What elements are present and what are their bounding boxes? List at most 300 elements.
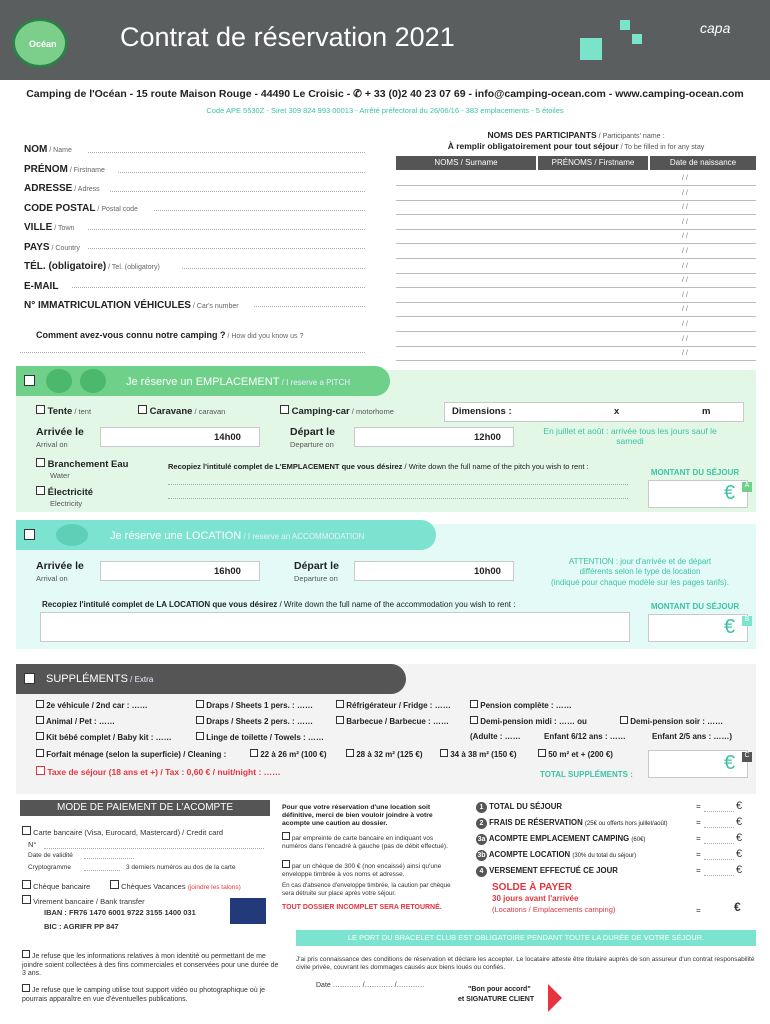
supplement-label: 2e véhicule / 2nd car : …… — [46, 701, 148, 710]
refuse-media — [22, 984, 280, 1004]
campingcar-checkbox[interactable] — [280, 405, 289, 414]
field-input-line[interactable] — [72, 287, 365, 288]
col2-sub: / Firstname — [592, 158, 635, 167]
acc-arrival-label: Arrivée le — [36, 560, 84, 572]
acc-arrival-sub: Arrival on — [36, 574, 68, 583]
total-equals: = — [696, 866, 701, 875]
total-label: FRAIS DE RÉSERVATION — [489, 818, 583, 827]
field-label-text: VILLE — [24, 222, 53, 233]
pitch-note: En juillet et août : arrivée tous les jours sauf le samedi — [543, 426, 717, 446]
how-known-line[interactable] — [20, 352, 365, 353]
supplement-item[interactable] — [620, 716, 723, 726]
pitch-title-text: Je réserve un EMPLACEMENT — [126, 376, 280, 388]
deco-square — [632, 34, 642, 44]
forfait-option[interactable] — [250, 749, 327, 759]
supplement-checkbox[interactable] — [36, 700, 44, 708]
acc-departure — [294, 560, 339, 584]
forfait-label: Forfait ménage (selon la superficie) / Cleaning : — [46, 750, 227, 759]
field-label-text: PRÉNOM — [24, 163, 68, 175]
how-sub: / How did you know us ? — [225, 333, 304, 340]
total-input[interactable] — [704, 843, 734, 844]
taxe-checkbox[interactable] — [36, 766, 45, 775]
total-euro: € — [736, 864, 743, 876]
participant-row[interactable] — [396, 274, 756, 288]
supplement-checkbox[interactable] — [36, 732, 44, 740]
supplement-label: Draps / Sheets 2 pers. : …… — [206, 717, 313, 726]
vacances-label: Chèques Vacances — [121, 882, 186, 891]
pitch-arrival — [36, 426, 84, 450]
step-number-icon: 2 — [476, 818, 487, 829]
pitch-recopiez-sub: / Write down the full name of the pitch you wish to rent : — [402, 462, 589, 471]
participants-title-text: NOMS DES PARTICIPANTS — [487, 130, 597, 140]
field-label-text: ADRESSE — [24, 183, 73, 194]
caravane-option[interactable] — [138, 405, 225, 417]
participant-row[interactable] — [396, 260, 756, 274]
supplement-label: (Adulte : …… — [470, 732, 521, 741]
participants-title-sub: / Participants' name : — [596, 132, 665, 140]
mobile-home-icon — [56, 524, 88, 546]
total-input[interactable] — [704, 811, 734, 812]
accommodation-checkbox[interactable] — [24, 529, 35, 540]
field-input-line[interactable] — [110, 191, 365, 192]
field-label-text: TÉL. (obligatoire) — [24, 261, 107, 272]
supplement-label: Demi-pension soir : …… — [630, 717, 724, 726]
signature-label: et SIGNATURE CLIENT — [458, 996, 535, 1003]
field-label — [24, 242, 80, 253]
field-input-line[interactable] — [254, 306, 365, 307]
total-euro: € — [736, 800, 743, 812]
pitch-recopiez — [168, 462, 589, 471]
page-title: Contrat de réservation 2021 — [120, 22, 455, 52]
total-sub: (60€) — [631, 837, 646, 843]
taxe-text: Taxe de séjour (18 ans et +) / Tax : 0,60 € / nuit/night : …… — [47, 767, 281, 777]
supplement-label: Kit bébé complet / Baby kit : …… — [46, 733, 172, 742]
taxe-sejour[interactable] — [36, 766, 281, 777]
total-label: VERSEMENT EFFECTUÉ CE JOUR — [489, 866, 618, 875]
total-input[interactable] — [704, 875, 734, 876]
total-label: ACOMPTE LOCATION — [488, 850, 571, 859]
branchement-sub: Water — [50, 471, 70, 480]
col-surname — [396, 156, 536, 170]
caution-card-text: par empreinte de carte bancaire en indiquant vos numéros dans l'encadré à gauche (pas de débit effectué). — [282, 835, 448, 850]
forfait-option-checkbox[interactable] — [440, 749, 448, 757]
field-input-line[interactable] — [88, 152, 365, 153]
pitch-arrival-sub: Arrival on — [36, 440, 68, 449]
card-crypto-input[interactable] — [84, 870, 120, 871]
card-validity: Date de validité — [28, 852, 73, 859]
total-label: ACOMPTE EMPLACEMENT CAMPING — [488, 834, 630, 843]
branchement-option[interactable] — [36, 458, 128, 481]
refuse-data — [22, 950, 280, 979]
refuse-media-text: Je refuse que le camping utilise tout support vidéo ou photographique où je pourrais apparaître en vue d'éventuelles publications. — [22, 987, 266, 1003]
field-label-sub: / Firstname — [67, 166, 105, 174]
pitch-title — [126, 376, 350, 388]
card-crypto: Cryptogramme — [28, 864, 71, 871]
field-label — [24, 183, 100, 194]
acc-departure-sub: Departure on — [294, 574, 338, 583]
acc-note2: différents selon le type de location — [579, 567, 701, 576]
dim-x: x — [614, 406, 620, 417]
acc-note3: (indiqué pour chaque modèle sur les pages tarifs). — [551, 578, 729, 587]
payment-title: MODE DE PAIEMENT DE L'ACOMPTE — [20, 800, 270, 816]
tente-label: Tente — [47, 406, 73, 417]
supplement-label: Réfrigérateur / Fridge : …… — [346, 701, 451, 710]
participants-line2-sub: / To be filled in for any stay — [618, 143, 705, 151]
step-number-icon: 3b — [477, 852, 486, 859]
supplement-item[interactable] — [544, 732, 626, 741]
forfait-option-label: 34 à 38 m² (150 €) — [450, 750, 517, 759]
electricite-option[interactable] — [36, 486, 93, 509]
supplement-label: Draps / Sheets 1 pers. : …… — [206, 701, 313, 710]
vacances-checkbox[interactable] — [110, 880, 119, 889]
supplement-label: Enfant 2/5 ans : ……) — [652, 732, 733, 741]
supplement-item[interactable] — [196, 716, 313, 726]
supplement-label: Linge de toilette / Towels : …… — [206, 733, 324, 742]
field-input-line[interactable] — [154, 210, 365, 211]
caution-note: En cas d'absence d'enveloppe timbrée, la caution par chèque sera détruite sur place après votre séjour. — [282, 882, 451, 897]
deco-square — [580, 38, 602, 60]
forfait-option-checkbox[interactable] — [538, 749, 546, 757]
forfait-option-label: 28 à 32 m² (125 €) — [356, 750, 423, 759]
date-placeholder: / / — [682, 277, 688, 285]
total-label: TOTAL DU SÉJOUR — [489, 802, 562, 811]
accommodation-title-text: Je réserve une LOCATION — [110, 530, 242, 542]
date-placeholder: / / — [682, 262, 688, 270]
pitch-name-line[interactable] — [168, 484, 628, 485]
pitch-arrival-time: 14h00 — [214, 432, 241, 443]
field-label — [24, 300, 239, 311]
bon-pour-accord: "Bon pour accord" — [468, 986, 531, 993]
field-label — [24, 144, 72, 155]
acc-name-input[interactable] — [40, 612, 630, 642]
solde-delay: 30 jours avant l'arrivée — [492, 894, 579, 903]
solde-title: SOLDE À PAYER — [492, 882, 573, 893]
forfait-option[interactable] — [440, 749, 517, 759]
virement-option[interactable] — [22, 895, 145, 906]
field-label-text: N° IMMATRICULATION VÉHICULES — [24, 300, 191, 311]
supplements-title-sub: / Extra — [127, 675, 154, 684]
caravan-icon — [46, 369, 72, 393]
date-placeholder: / / — [682, 233, 688, 241]
forfait-option-checkbox[interactable] — [346, 749, 354, 757]
participant-row[interactable] — [396, 216, 756, 230]
credit-card-option[interactable] — [22, 826, 223, 837]
participant-row[interactable] — [396, 303, 756, 317]
bic: BIC : AGRIFR PP 847 — [44, 922, 119, 931]
supplement-label: Enfant 6/12 ans : …… — [544, 732, 626, 741]
date-placeholder: / / — [682, 189, 688, 197]
total-sub: (25€ ou offerts hors juillet/août) — [584, 821, 668, 827]
crypto-note: 3 derniers numéros au dos de la carte — [126, 864, 236, 871]
field-label — [24, 222, 74, 233]
total-row — [476, 850, 636, 861]
anti-fraud-icon — [230, 898, 266, 924]
camping-logo — [12, 18, 68, 68]
date-line[interactable]: Date ………… /………… /………… — [316, 982, 425, 989]
supplements-title — [46, 673, 153, 685]
caution-cheque-checkbox[interactable] — [282, 860, 290, 868]
electricite-label: Électricité — [47, 487, 94, 498]
badge-b: B — [742, 616, 752, 626]
total-row — [476, 818, 668, 829]
refuse-media-checkbox[interactable] — [22, 984, 30, 992]
supplement-checkbox[interactable] — [196, 732, 204, 740]
electricite-sub: Electricity — [50, 499, 83, 508]
solde-equals: = — [696, 906, 701, 915]
participant-row[interactable] — [396, 201, 756, 215]
date-placeholder: / / — [682, 291, 688, 299]
supplement-item[interactable] — [470, 700, 572, 710]
acc-arrival-time: 16h00 — [214, 566, 241, 577]
date-placeholder: / / — [682, 350, 688, 358]
signature-arrow-icon — [548, 984, 562, 1012]
supplement-checkbox[interactable] — [196, 716, 204, 724]
pitch-departure-label: Départ le — [290, 426, 335, 438]
pitch-arrival-label: Arrivée le — [36, 426, 84, 438]
total-input[interactable] — [704, 827, 734, 828]
solde-euro: € — [734, 900, 741, 914]
accommodation-title — [110, 530, 364, 542]
field-label-sub: / Postal code — [95, 205, 138, 213]
field-input-line[interactable] — [88, 229, 365, 230]
total-euro: € — [736, 832, 743, 844]
vacances-note: (joindre les talons) — [187, 884, 241, 891]
col1-sub: / Surname — [458, 158, 498, 167]
field-label — [24, 281, 58, 292]
incomplete-warning: TOUT DOSSIER INCOMPLET SERA RETOURNÉ. — [282, 904, 442, 911]
logo-text: Océan — [29, 39, 57, 49]
declaration: J'ai pris connaissance des conditions de réservation et déclare les accepter. Le locataire atteste être titulaire auprès de son assureur d'un contrat responsabilité civile privée, couvrant les dommages causés aux biens loués ou confiés. — [296, 956, 755, 971]
pitch-departure-sub: Departure on — [290, 440, 334, 449]
acc-departure-label: Départ le — [294, 560, 339, 572]
field-label — [24, 164, 105, 175]
virement-checkbox[interactable] — [22, 895, 31, 904]
tente-option[interactable] — [36, 405, 91, 417]
supplement-item[interactable] — [36, 732, 172, 742]
field-label-sub: / Car's number — [190, 303, 239, 310]
supplement-item[interactable] — [196, 700, 313, 710]
participant-row[interactable] — [396, 245, 756, 259]
forfait-option-label: 50 m² et + (200 €) — [548, 750, 613, 759]
solde-scope: (Locations / Emplacements camping) — [492, 905, 616, 914]
step-number-icon: 4 — [476, 866, 487, 877]
date-placeholder: / / — [682, 175, 688, 182]
forfait-menage[interactable] — [36, 749, 226, 759]
pitch-title-sub: / I reserve a PITCH — [279, 378, 351, 387]
acc-note1: ATTENTION : jour d'arrivée et de départ — [568, 557, 712, 566]
field-label-text: CODE POSTAL — [24, 202, 96, 214]
refuse-data-text: Je refuse que les informations relatives à mon identité ou permettant de me joindre soient collectées à des fins commerciales et conservées pour une durée de 3 ans. — [22, 953, 279, 977]
euro-sign: € — [724, 482, 736, 504]
how-known — [36, 330, 303, 340]
participants-title — [396, 130, 756, 140]
supplement-label: Barbecue / Barbecue : …… — [346, 717, 449, 726]
total-euro: € — [736, 848, 743, 860]
pitch-checkbox[interactable] — [24, 375, 35, 386]
field-label-sub: / Name — [47, 147, 72, 154]
supplement-item[interactable] — [36, 716, 115, 726]
caution-card-checkbox[interactable] — [282, 832, 290, 840]
pitch-departure — [290, 426, 335, 450]
tente-sub: / tent — [72, 407, 92, 416]
card-number-input[interactable] — [44, 848, 264, 849]
branchement-label: Branchement Eau — [47, 459, 129, 470]
legal-line: Code APE 5530Z - Siret 309 824 993 00013 - Arrêté préfectoral du 26/06/16 - 383 emplacements - 5 étoiles — [206, 106, 564, 115]
field-label-text: NOM — [24, 144, 48, 155]
date-placeholder: / / — [682, 306, 688, 314]
participants-line2: À remplir obligatoirement pour tout séjour — [447, 141, 619, 151]
date-placeholder: / / — [682, 218, 688, 226]
acc-departure-time: 10h00 — [474, 566, 501, 577]
total-row — [476, 834, 645, 845]
supplement-checkbox[interactable] — [36, 716, 44, 724]
deco-square — [620, 20, 630, 30]
field-input-line[interactable] — [118, 172, 365, 173]
col1-label: NOMS — [434, 158, 459, 167]
supplements-title-text: SUPPLÉMENTS — [46, 673, 128, 685]
bracelet-banner: LE PORT DU BRACELET CLUB EST OBLIGATOIRE PENDANT TOUTE LA DURÉE DE VOTRE SÉJOUR. — [296, 930, 756, 946]
cheque-option[interactable] — [22, 880, 90, 891]
supplement-item[interactable] — [336, 716, 449, 726]
forfait-option[interactable] — [346, 749, 423, 759]
total-supplements-label: TOTAL SUPPLÉMENTS : — [540, 770, 633, 779]
badge-a: A — [742, 482, 752, 492]
participant-row[interactable] — [396, 230, 756, 244]
supplement-item[interactable] — [470, 716, 587, 726]
supplement-item[interactable] — [196, 732, 324, 742]
field-label — [24, 261, 160, 272]
supplement-checkbox[interactable] — [620, 716, 628, 724]
step-number-icon: 1 — [476, 802, 487, 813]
total-row — [476, 866, 618, 877]
total-equals: = — [696, 834, 701, 843]
supplement-item[interactable] — [470, 732, 521, 741]
tent-icon — [80, 369, 106, 393]
col-birthdate: Date de naissance — [650, 156, 756, 170]
participant-row[interactable] — [396, 318, 756, 332]
accommodation-title-sub: / I reserve an ACCOMMODATION — [241, 532, 365, 541]
field-label-sub: / Country — [49, 244, 80, 252]
caution-cheque-text: par un chèque de 300 € (non encaissé) ainsi qu'une enveloppe timbrée à vos noms et adresse. — [282, 863, 442, 878]
campingcar-sub: / motorhome — [349, 407, 394, 416]
field-label-sub: / Adress — [72, 186, 100, 193]
total-equals: = — [696, 850, 701, 859]
total-equals: = — [696, 802, 701, 811]
credit-card-checkbox[interactable] — [22, 826, 31, 835]
euro-sign: € — [724, 616, 736, 638]
acc-montant-label: MONTANT DU SÉJOUR — [650, 602, 740, 611]
caravane-sub: / caravan — [192, 407, 226, 416]
participant-row[interactable] — [396, 187, 756, 201]
field-label — [24, 203, 138, 214]
virement-label: Virement bancaire / Bank transfer — [33, 897, 145, 906]
acc-arrival — [36, 560, 84, 584]
field-label-text: PAYS — [24, 241, 50, 253]
total-input[interactable] — [704, 859, 734, 860]
forfait-option-checkbox[interactable] — [250, 749, 258, 757]
acc-recopiez — [42, 600, 515, 609]
participant-row[interactable] — [396, 289, 756, 303]
col2-label: PRÉNOMS — [551, 158, 593, 167]
pitch-montant-label: MONTANT DU SÉJOUR — [650, 468, 740, 477]
capa-logo: capa — [700, 20, 731, 36]
total-sub: (30% du total du séjour) — [572, 853, 637, 859]
field-input-line[interactable] — [88, 248, 365, 249]
field-input-line[interactable] — [182, 268, 365, 269]
field-label-sub: / Town — [52, 225, 75, 232]
vacances-option[interactable] — [110, 880, 241, 891]
date-placeholder: / / — [682, 321, 688, 328]
caution-cheque — [282, 860, 452, 879]
total-equals: = — [696, 818, 701, 827]
euro-sign: € — [724, 752, 736, 774]
date-placeholder: / / — [682, 204, 688, 212]
supplement-checkbox[interactable] — [470, 716, 478, 724]
dimensions-label: Dimensions : — [452, 406, 512, 417]
caution-card — [282, 832, 452, 851]
pitch-recopiez-text: Recopiez l'intitulé complet de L'EMPLACEMENT que vous désirez — [168, 462, 403, 471]
forfait-option[interactable] — [538, 749, 613, 759]
branchement-checkbox[interactable] — [36, 458, 45, 467]
contact-line: Camping de l'Océan - 15 route Maison Rouge - 44490 Le Croisic - ✆ + 33 (0)2 40 23 07 69 - info@camping-ocean.com - www.camping-ocean.com — [26, 88, 744, 100]
participant-row[interactable] — [396, 333, 756, 347]
field-label-text: E-MAIL — [24, 280, 59, 292]
supplement-item[interactable] — [652, 732, 732, 741]
cheque-checkbox[interactable] — [22, 880, 31, 889]
card-number: N° — [28, 840, 37, 849]
field-label-sub: / Tel. (obligatory) — [106, 264, 160, 271]
supplement-checkbox[interactable] — [470, 700, 478, 708]
credit-card-label: Carte bancaire (Visa, Eurocard, Mastercard) / Credit card — [33, 828, 224, 837]
supplement-checkbox[interactable] — [196, 700, 204, 708]
step-number-icon: 3a — [477, 836, 486, 843]
caravane-checkbox[interactable] — [138, 405, 147, 414]
supplement-checkbox[interactable] — [336, 700, 344, 708]
forfait-checkbox[interactable] — [36, 749, 44, 757]
participant-row[interactable] — [396, 172, 756, 186]
supplement-checkbox[interactable] — [336, 716, 344, 724]
col-firstname — [538, 156, 648, 170]
supplement-item[interactable] — [336, 700, 451, 710]
how-label: Comment avez-vous connu notre camping ? — [36, 330, 226, 340]
total-euro: € — [736, 816, 743, 828]
card-validity-input[interactable] — [84, 858, 134, 859]
pitch-departure-time: 12h00 — [474, 432, 501, 443]
cheque-label: Chèque bancaire — [33, 882, 91, 891]
dim-m: m — [702, 406, 711, 417]
caravane-label: Caravane — [149, 406, 193, 417]
caution-intro: Pour que votre réservation d'une location soit définitive, merci de bien vouloir joindre à votre acompte une caution au dossier. — [282, 804, 433, 828]
forfait-option-label: 22 à 26 m² (100 €) — [260, 750, 327, 759]
total-row — [476, 802, 562, 813]
supplement-item[interactable] — [36, 700, 148, 710]
refuse-data-checkbox[interactable] — [22, 950, 30, 958]
pitch-name-line[interactable] — [168, 498, 628, 499]
participant-row[interactable] — [396, 347, 756, 361]
campingcar-label: Camping-car — [291, 406, 350, 417]
acc-recopiez-sub: / Write down the full name of the accommodation you wish to rent : — [277, 600, 516, 609]
supplement-label: Pension complète : …… — [480, 701, 572, 710]
iban: IBAN : FR76 1470 6001 9722 3155 1400 031 — [44, 908, 196, 917]
supplement-label: Demi-pension midi : …… ou — [480, 717, 587, 726]
date-placeholder: / / — [682, 335, 688, 343]
supplement-label: Animal / Pet : …… — [45, 717, 115, 726]
electricite-checkbox[interactable] — [36, 486, 45, 495]
campingcar-option[interactable] — [280, 405, 394, 417]
badge-c: C — [742, 752, 752, 762]
supplements-checkbox[interactable] — [24, 673, 35, 684]
tente-checkbox[interactable] — [36, 405, 45, 414]
